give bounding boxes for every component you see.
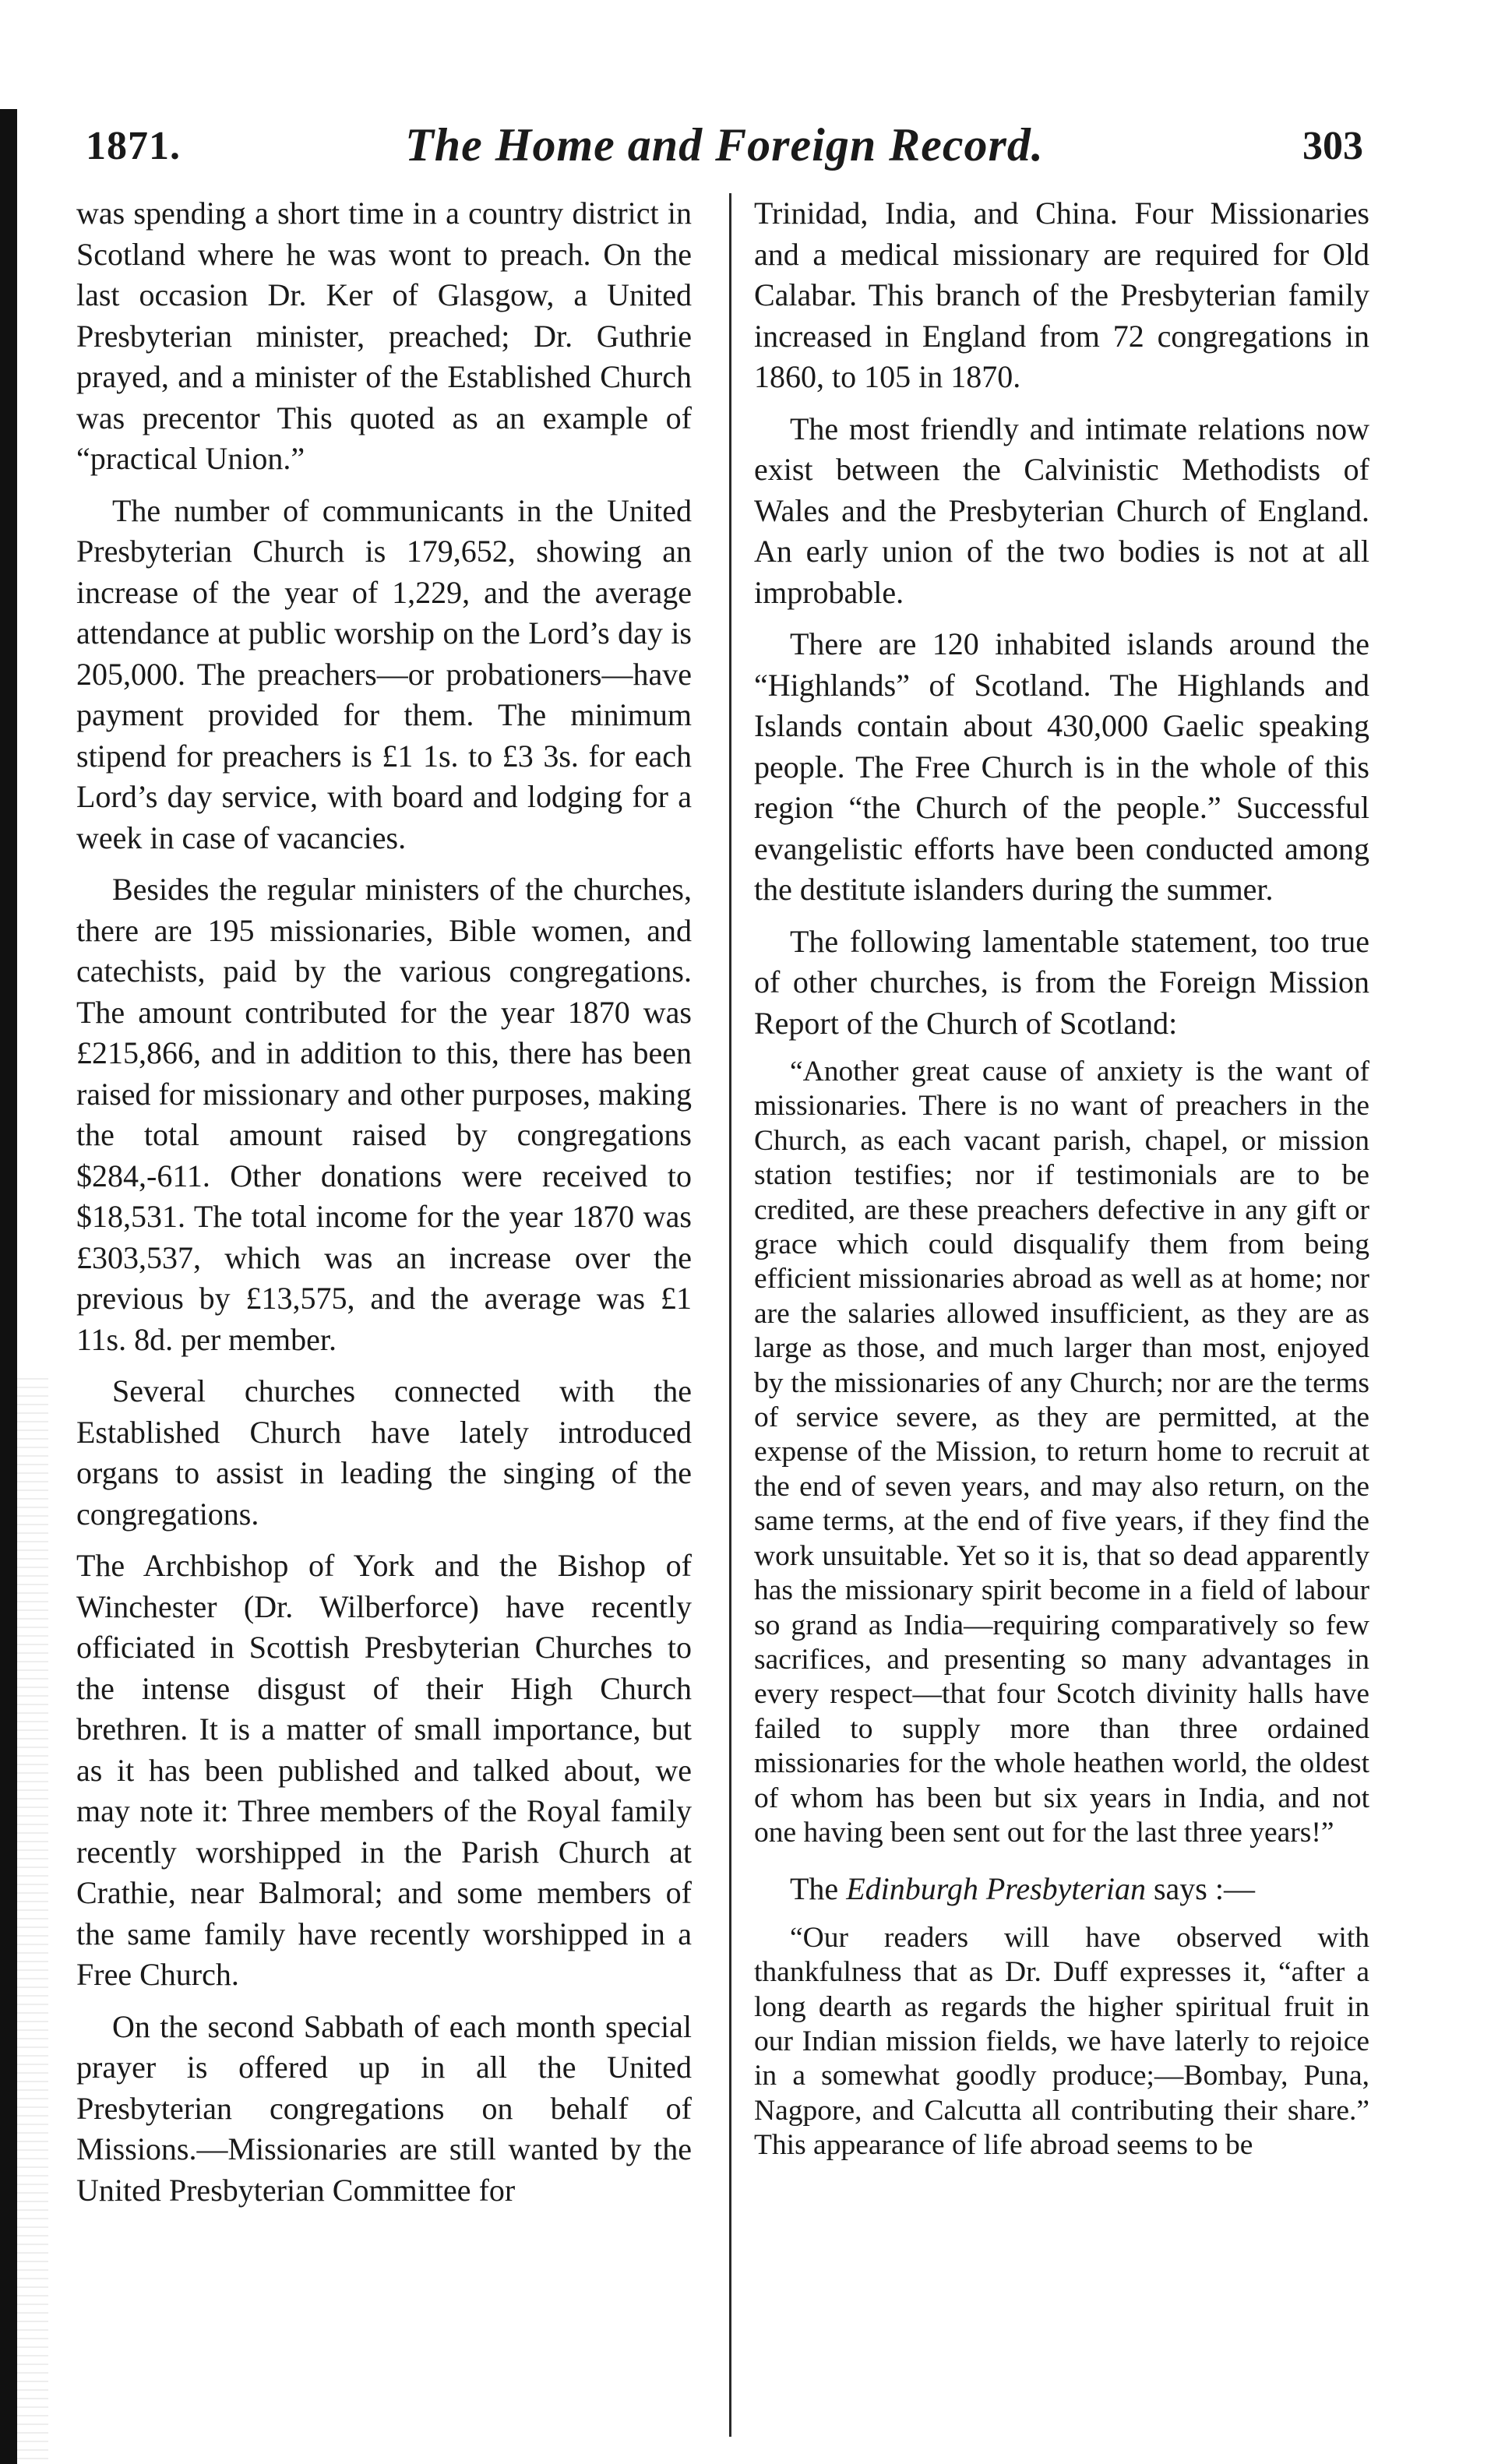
left-column <box>76 193 692 2222</box>
block-quote: “Our readers will have observed with thankfulness that as Dr. Duff expresses it, “after a long dearth as regards the higher spiritual fruit in our Indian mission fields, we have laterly to rejoice in a somewhat goodly produce;—Bombay, Puna, Nagpore, and Calcutta all contributing their share.” This appearance of life abroad seems to be <box>754 1921 1369 2162</box>
header-year: 1871. <box>86 124 181 168</box>
publication-name: Edinburgh Presbyterian <box>846 1871 1146 1907</box>
paragraph: was spending a short time in a country district in Scotland where he was wont to preach. On the last occasion Dr. Ker of Glasgow, a United Presbyterian minister, preached; Dr. Guthrie prayed, and a minister of the Established Church was precentor This quoted as an example of “practical Union.” <box>76 196 692 476</box>
quote-intro-prefix: The <box>790 1871 847 1907</box>
block-quote: “Another great cause of anxiety is the want of missionaries. There is no want of preachers in the Church, as each vacant parish, chapel, or mission station testifies; nor if testimonials are to be credited, are these preachers defective in any gift or grace which could disqualify them from being efficient missionaries abroad as well as at home; nor are the salaries allowed insufficient, as they are as large as those, and much larger than most, enjoyed by the missionaries of any Church; nor are the terms of service severe, as they are permitted, at the expense of the Mission, to return home to recruit at the end of seven years, and may also return, on the same terms, at the end of five years, if they find the work unsuitable. Yet so it is, that so dead apparently has the missionary spirit become in a field of labour so grand as India—requiring comparatively so few sacrifices, and presenting so many advantages in every respect—that four Scotch divinity halls have failed to supply more than three ordained missionaries for the whole heathen world, the oldest of whom has been but six years in India, and not one having been sent out for the last three years!” <box>754 1056 1369 1849</box>
scan-binding-shadow <box>17 1371 48 2464</box>
paragraph: On the second Sabbath of each month special prayer is offered up in all the United Presbyterian congregations on behalf of Missions.—Missionaries are still wanted by the United Presbyterian Committee for <box>76 2008 692 2208</box>
quote-intro <box>754 1869 1369 1910</box>
column-divider <box>729 193 731 2437</box>
journal-title: The Home and Foreign Record. <box>405 119 1044 171</box>
paragraph: Besides the regular ministers of the churches, there are 195 missionaries, Bible women, and catechists, paid by the various congregations. The amount contributed for the year 1870 was £215,866, and in addition to this, there has been raised for missionary and other purposes, making the total amount raised by congregations $284,-611. Other donations were received to $18,531. The total income for the year 1870 was £303,537, which was an increase over the previous by £13,575, and the average was £1 11s. 8d. per member. <box>76 872 692 1357</box>
paragraph: Trinidad, India, and China. Four Missionaries and a medical missionary are required for Old Calabar. This branch of the Presbyterian family increased in England from 72 congregations in 1860, to 105 in 1870. <box>754 196 1369 394</box>
paragraph: The following lamentable statement, too true of other churches, is from the Foreign Mission Report of the Church of Scotland: <box>754 923 1369 1041</box>
right-column <box>754 193 1369 2182</box>
paragraph: The most friendly and intimate relations now exist between the Calvinistic Methodists of Wales and the Presbyterian Church of England. An early union of the two bodies is not at all improbable. <box>754 411 1369 610</box>
scan-binding-edge <box>0 109 17 2464</box>
running-header <box>86 117 1363 179</box>
paragraph: There are 120 inhabited islands around the “Highlands” of Scotland. The Highlands and Islands contain about 430,000 Gaelic speaking people. The Free Church is in the whole of this region “the Church of the people.” Successful evangelistic efforts have been conducted among the destitute islanders during the summer. <box>754 626 1369 907</box>
paragraph: Several churches connected with the Established Church have lately introduced organs to assist in leading the singing of the congregations. <box>76 1373 692 1532</box>
paragraph: The Archbishop of York and the Bishop of Winchester (Dr. Wilberforce) have recently officiated in Scottish Presbyterian Churches to the intense disgust of their High Church brethren. It is a matter of small importance, but as it has been published and talked about, we may note it: Three members of the Royal family recently worshipped in the Parish Church at Crathie, near Balmoral; and some members of the same family have recently worshipped in a Free Church. <box>76 1548 692 1992</box>
paragraph: The number of communicants in the United Presbyterian Church is 179,652, showing an increase of the year of 1,229, and the average attendance at public worship on the Lord’s day is 205,000. The preachers—or probationers—have payment provided for them. The minimum stipend for preachers is £1 1s. to £3 3s. for each Lord’s day service, with board and lodging for a week in case of vacancies. <box>76 492 692 855</box>
quote-intro-suffix: says :— <box>1145 1871 1255 1907</box>
page-number: 303 <box>1302 124 1363 168</box>
